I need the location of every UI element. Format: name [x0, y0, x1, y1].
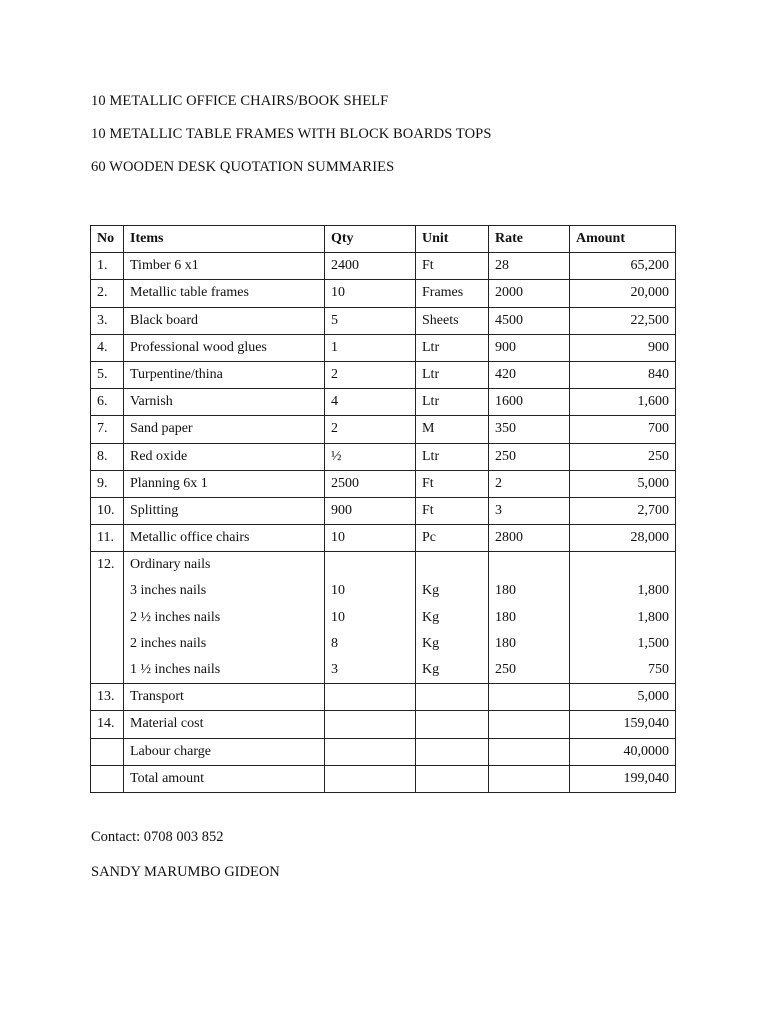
- table-header-row: [91, 226, 676, 253]
- cell-no: [91, 738, 124, 765]
- cell-qty: 1: [325, 334, 416, 361]
- cell-no: 2.: [91, 280, 124, 307]
- cell-qty: 10: [325, 578, 416, 604]
- cell-no: [91, 578, 124, 604]
- cell-qty: [325, 684, 416, 711]
- cell-unit: Kg: [416, 605, 489, 631]
- cell-item: 2 ½ inches nails: [124, 605, 325, 631]
- table-row: [91, 631, 676, 657]
- cell-rate: 350: [489, 416, 570, 443]
- cell-amount: 5,000: [570, 684, 676, 711]
- cell-rate: 3: [489, 497, 570, 524]
- cell-item: Labour charge: [124, 738, 325, 765]
- cell-unit: Frames: [416, 280, 489, 307]
- cell-no: 11.: [91, 525, 124, 552]
- header-amount: Amount: [570, 226, 676, 253]
- table-row: [91, 334, 676, 361]
- table-row: [91, 765, 676, 792]
- cell-item: Timber 6 x1: [124, 253, 325, 280]
- cell-item: Ordinary nails: [124, 552, 325, 579]
- cell-unit: Ft: [416, 470, 489, 497]
- cell-item: Material cost: [124, 711, 325, 738]
- cell-qty: 2400: [325, 253, 416, 280]
- cell-qty: 4: [325, 389, 416, 416]
- table-row: [91, 605, 676, 631]
- table-row: [91, 443, 676, 470]
- heading-quotation-summaries: 60 WOODEN DESK QUOTATION SUMMARIES: [91, 159, 395, 175]
- heading-chairs-shelf: 10 METALLIC OFFICE CHAIRS/BOOK SHELF: [91, 93, 389, 109]
- cell-unit: Ft: [416, 253, 489, 280]
- cell-amount: 1,500: [570, 631, 676, 657]
- cell-no: 10.: [91, 497, 124, 524]
- cell-qty: 10: [325, 525, 416, 552]
- cell-qty: 8: [325, 631, 416, 657]
- cell-rate: [489, 684, 570, 711]
- cell-qty: 10: [325, 605, 416, 631]
- cell-amount: 2,700: [570, 497, 676, 524]
- cell-unit: Ltr: [416, 443, 489, 470]
- table-row: [91, 307, 676, 334]
- table-row: [91, 389, 676, 416]
- cell-item: Metallic office chairs: [124, 525, 325, 552]
- cell-no: 5.: [91, 361, 124, 388]
- cell-qty: 2500: [325, 470, 416, 497]
- table-row: [91, 578, 676, 604]
- cell-amount: 1,800: [570, 605, 676, 631]
- cell-qty: 3: [325, 657, 416, 684]
- cell-rate: [489, 552, 570, 579]
- cell-rate: 2800: [489, 525, 570, 552]
- table-row: [91, 253, 676, 280]
- cell-rate: 4500: [489, 307, 570, 334]
- cell-unit: [416, 552, 489, 579]
- cell-rate: [489, 738, 570, 765]
- table-row: [91, 470, 676, 497]
- header-qty: Qty: [325, 226, 416, 253]
- cell-item: Turpentine/thina: [124, 361, 325, 388]
- cell-item: 2 inches nails: [124, 631, 325, 657]
- cell-qty: ½: [325, 443, 416, 470]
- cell-amount: 840: [570, 361, 676, 388]
- cell-qty: 2: [325, 361, 416, 388]
- cell-rate: 2: [489, 470, 570, 497]
- cell-amount: 5,000: [570, 470, 676, 497]
- cell-item: Total amount: [124, 765, 325, 792]
- cell-no: 14.: [91, 711, 124, 738]
- cell-no: [91, 765, 124, 792]
- cell-item: Sand paper: [124, 416, 325, 443]
- cell-amount: 28,000: [570, 525, 676, 552]
- cell-rate: 180: [489, 578, 570, 604]
- cell-amount: 900: [570, 334, 676, 361]
- cell-rate: 2000: [489, 280, 570, 307]
- table-row: [91, 280, 676, 307]
- cell-amount: 159,040: [570, 711, 676, 738]
- cell-rate: [489, 765, 570, 792]
- cell-rate: [489, 711, 570, 738]
- header-items: Items: [124, 226, 325, 253]
- cell-item: 3 inches nails: [124, 578, 325, 604]
- cell-amount: 1,800: [570, 578, 676, 604]
- cell-unit: Ltr: [416, 334, 489, 361]
- cell-item: Red oxide: [124, 443, 325, 470]
- cell-no: 3.: [91, 307, 124, 334]
- cell-amount: 750: [570, 657, 676, 684]
- cell-amount: 22,500: [570, 307, 676, 334]
- contact-phone: Contact: 0708 003 852: [91, 829, 224, 845]
- cell-item: Planning 6x 1: [124, 470, 325, 497]
- cell-no: 13.: [91, 684, 124, 711]
- table-row: [91, 684, 676, 711]
- table-row: [91, 497, 676, 524]
- cell-no: 12.: [91, 552, 124, 579]
- table-row: [91, 525, 676, 552]
- cell-no: 4.: [91, 334, 124, 361]
- cell-qty: 900: [325, 497, 416, 524]
- cell-unit: Kg: [416, 657, 489, 684]
- cell-unit: Ltr: [416, 361, 489, 388]
- cell-amount: 199,040: [570, 765, 676, 792]
- cell-rate: 180: [489, 605, 570, 631]
- cell-unit: [416, 684, 489, 711]
- cell-no: [91, 657, 124, 684]
- cell-item: Splitting: [124, 497, 325, 524]
- cell-amount: 65,200: [570, 253, 676, 280]
- cell-amount: 1,600: [570, 389, 676, 416]
- quotation-table: [90, 225, 676, 793]
- cell-qty: [325, 738, 416, 765]
- cell-amount: 40,0000: [570, 738, 676, 765]
- heading-table-frames: 10 METALLIC TABLE FRAMES WITH BLOCK BOARDS TOPS: [91, 126, 492, 142]
- cell-item: Metallic table frames: [124, 280, 325, 307]
- cell-no: 8.: [91, 443, 124, 470]
- cell-item: Black board: [124, 307, 325, 334]
- cell-qty: [325, 711, 416, 738]
- cell-rate: 420: [489, 361, 570, 388]
- cell-unit: [416, 765, 489, 792]
- cell-qty: 10: [325, 280, 416, 307]
- cell-unit: Ltr: [416, 389, 489, 416]
- cell-no: 9.: [91, 470, 124, 497]
- cell-qty: 2: [325, 416, 416, 443]
- table-row: [91, 657, 676, 684]
- table-row: [91, 361, 676, 388]
- cell-no: [91, 631, 124, 657]
- cell-unit: M: [416, 416, 489, 443]
- table-row: [91, 711, 676, 738]
- header-unit: Unit: [416, 226, 489, 253]
- cell-amount: 20,000: [570, 280, 676, 307]
- cell-rate: 1600: [489, 389, 570, 416]
- cell-item: 1 ½ inches nails: [124, 657, 325, 684]
- cell-amount: 700: [570, 416, 676, 443]
- cell-item: Varnish: [124, 389, 325, 416]
- cell-unit: [416, 711, 489, 738]
- cell-unit: Ft: [416, 497, 489, 524]
- cell-unit: Kg: [416, 578, 489, 604]
- table-row: [91, 552, 676, 579]
- cell-qty: [325, 765, 416, 792]
- cell-no: 7.: [91, 416, 124, 443]
- cell-rate: 250: [489, 657, 570, 684]
- cell-rate: 250: [489, 443, 570, 470]
- header-no: No: [91, 226, 124, 253]
- cell-no: [91, 605, 124, 631]
- cell-unit: Pc: [416, 525, 489, 552]
- table-row: [91, 738, 676, 765]
- cell-unit: [416, 738, 489, 765]
- cell-amount: 250: [570, 443, 676, 470]
- cell-rate: 180: [489, 631, 570, 657]
- table-body: [91, 253, 676, 793]
- cell-rate: 900: [489, 334, 570, 361]
- cell-unit: Sheets: [416, 307, 489, 334]
- cell-item: Transport: [124, 684, 325, 711]
- table-row: [91, 416, 676, 443]
- contact-name: SANDY MARUMBO GIDEON: [91, 864, 280, 880]
- cell-no: 1.: [91, 253, 124, 280]
- header-rate: Rate: [489, 226, 570, 253]
- cell-item: Professional wood glues: [124, 334, 325, 361]
- cell-qty: [325, 552, 416, 579]
- cell-no: 6.: [91, 389, 124, 416]
- cell-rate: 28: [489, 253, 570, 280]
- cell-amount: [570, 552, 676, 579]
- cell-unit: Kg: [416, 631, 489, 657]
- cell-qty: 5: [325, 307, 416, 334]
